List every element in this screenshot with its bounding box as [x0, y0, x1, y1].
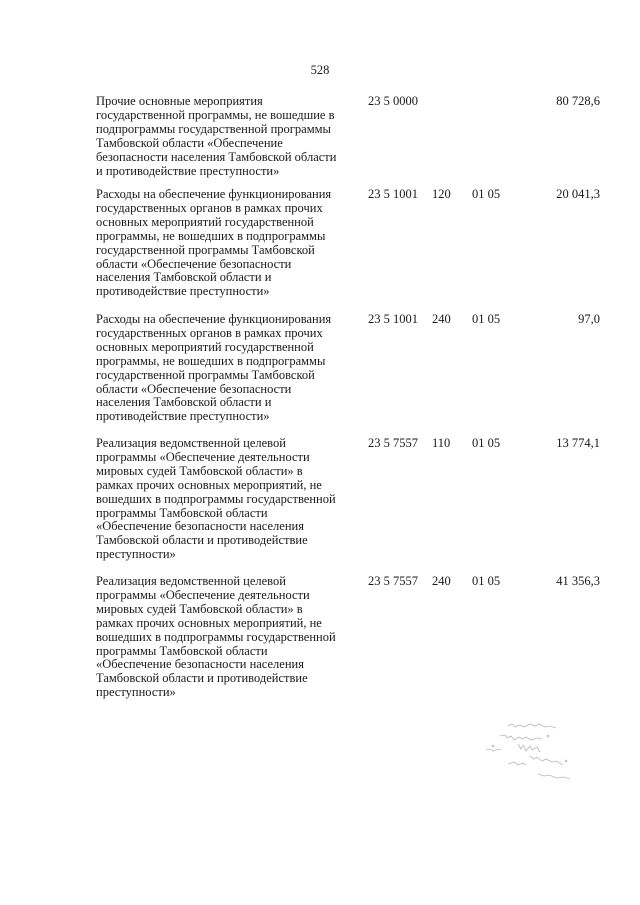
faint-stamp-marks [478, 716, 588, 786]
description-line: «Обеспечение безопасности населения [96, 519, 304, 534]
row-description [96, 437, 358, 562]
description-line: программы Тамбовской области [96, 643, 268, 658]
row-description [96, 95, 358, 178]
page-number: 528 [310, 63, 330, 77]
description-line: и противодействие преступности» [96, 163, 280, 178]
amount: 20 041,3 [556, 187, 600, 201]
target-article-code: 23 5 0000 [368, 94, 418, 108]
target-article-code: 23 5 1001 [368, 312, 418, 326]
description-line: государственной программы Тамбовской [96, 242, 315, 257]
target-article-code: 23 5 7557 [368, 574, 418, 588]
description-line: государственных органов в рамках прочих [96, 200, 323, 215]
description-line: Реализация ведомственной целевой [96, 574, 286, 588]
section-code: 01 05 [472, 187, 501, 201]
description-line: вошедших в подпрограммы государственной [96, 629, 336, 644]
description-line: безопасности населения Тамбовской области [96, 149, 337, 164]
description-line: программы, не вошедших в подпрограммы [96, 353, 326, 368]
expense-type-code: 240 [432, 574, 451, 588]
expense-type-code: 110 [432, 436, 451, 450]
description-line: Расходы на обеспечение функционирования [96, 187, 332, 201]
expense-type-code: 240 [432, 312, 451, 326]
description-line: государственных органов в рамках прочих [96, 325, 323, 340]
section-code: 01 05 [472, 312, 501, 326]
amount: 13 774,1 [556, 436, 600, 450]
description-line: Тамбовской области и противодействие [96, 671, 308, 686]
amount: 41 356,3 [556, 574, 600, 588]
description-line: мировых судей Тамбовской области» в [96, 463, 303, 478]
description-line: основных мероприятий государственной [96, 339, 314, 354]
description-line: области «Обеспечение безопасности [96, 256, 292, 271]
row-description [96, 188, 358, 299]
amount: 97,0 [578, 312, 600, 326]
description-line: программы Тамбовской области [96, 505, 268, 520]
description-line: рамках прочих основных мероприятий, не [96, 477, 322, 492]
description-line: государственной программы, не вошедшие в [96, 107, 335, 122]
description-line: «Обеспечение безопасности населения [96, 657, 304, 672]
description-line: мировых судей Тамбовской области» в [96, 601, 303, 616]
target-article-code: 23 5 1001 [368, 187, 418, 201]
description-line: преступности» [96, 547, 176, 562]
description-line: преступности» [96, 685, 176, 700]
target-article-code: 23 5 7557 [368, 436, 418, 450]
description-line: основных мероприятий государственной [96, 214, 314, 229]
expense-type-code: 120 [432, 187, 451, 201]
description-line: Тамбовской области «Обеспечение [96, 135, 283, 150]
description-line: рамках прочих основных мероприятий, не [96, 615, 322, 630]
description-line: подпрограммы государственной программы [96, 121, 331, 136]
row-description [96, 313, 358, 424]
description-line: программы, не вошедших в подпрограммы [96, 228, 326, 243]
description-line: вошедших в подпрограммы государственной [96, 491, 336, 506]
description-line: населения Тамбовской области и [96, 395, 272, 410]
description-line: Реализация ведомственной целевой [96, 436, 286, 450]
row-description [96, 575, 358, 700]
description-line: противодействие преступности» [96, 409, 270, 424]
description-line: государственной программы Тамбовской [96, 367, 315, 382]
description-line: Тамбовской области и противодействие [96, 533, 308, 548]
description-line: населения Тамбовской области и [96, 270, 272, 285]
section-code: 01 05 [472, 574, 501, 588]
amount: 80 728,6 [556, 94, 600, 108]
description-line: программы «Обеспечение деятельности [96, 587, 310, 602]
section-code: 01 05 [472, 436, 501, 450]
description-line: области «Обеспечение безопасности [96, 381, 292, 396]
description-line: Расходы на обеспечение функционирования [96, 312, 332, 326]
description-line: противодействие преступности» [96, 284, 270, 299]
description-line: программы «Обеспечение деятельности [96, 449, 310, 464]
description-line: Прочие основные мероприятия [96, 94, 263, 108]
